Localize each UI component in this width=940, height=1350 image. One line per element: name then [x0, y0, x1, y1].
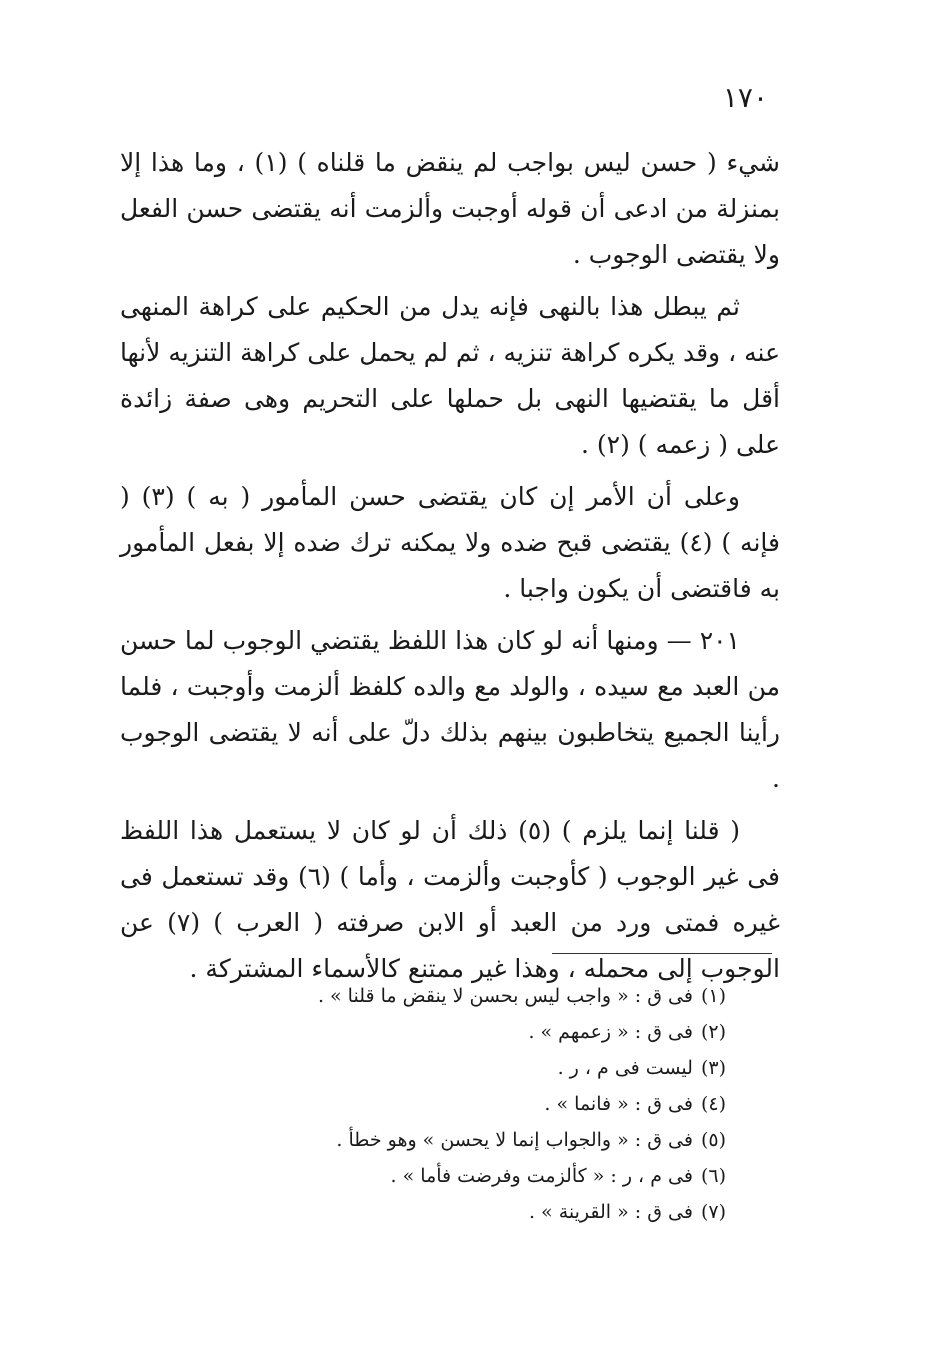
paragraph-2: ثم يبطل هذا بالنهى فإنه يدل من الحكيم على كراهة المنهى عنه ، وقد يكره كراهة تنزيه ، ثم لم يحمل على كراهة التنزيه لأنها أقل ما يقتضيها النهى بل حملها على التحريم وهى صفة زائدة على ( زعمه ) (٢) . [120, 292, 780, 459]
footnote-item [206, 1122, 726, 1158]
footnote-item [206, 978, 726, 1014]
paragraph-4: ٢٠١ — ومنها أنه لو كان هذا اللفظ يقتضي الوجوب لما حسن من العبد مع سيده ، والولد مع والده كلفظ ألزمت وأوجبت ، فلما رأينا الجميع يتخاطبون بينهم بذلك دلّ على أنه لا يقتضى الوجوب . [120, 626, 780, 793]
footnote-text: فى ق : « واجب ليس بحسن لا ينقض ما قلنا » . [317, 985, 693, 1007]
footnote-item [206, 1086, 726, 1122]
paragraph-1: شيء ( حسن ليس بواجب لم ينقض ما قلناه ) (١) ، وما هذا إلا بمنزلة من ادعى أن قوله أوجبت وألزمت أنه يقتضى حسن الفعل ولا يقتضى الوجوب . [120, 148, 780, 269]
footnote-item [206, 1194, 726, 1230]
main-text [120, 140, 780, 998]
footnote-number: (١) [700, 985, 726, 1007]
footnote-text: فى ق : « القرينة » . [528, 1201, 693, 1223]
footnote-number: (٦) [700, 1165, 726, 1187]
footnote-number: (٧) [700, 1201, 726, 1223]
footnote-number: (٢) [700, 1021, 726, 1043]
footnote-number: (٥) [700, 1129, 726, 1151]
footnote-number: (٣) [700, 1057, 726, 1079]
paragraph-5: ( قلنا إنما يلزم ) (٥) ذلك أن لو كان لا يستعمل هذا اللفظ فى غير الوجوب ( كأوجبت وألزمت ، وأما ) (٦) وقد تستعمل فى غيره فمتى ورد من العبد أو الابن صرفته ( العرب ) (٧) عن الوجوب إلى محمله ، وهذا غير ممتنع كالأسماء المشتركة . [120, 816, 780, 983]
footnote-text: فى م ، ر : « كألزمت وفرضت فأما » . [390, 1165, 693, 1187]
page-number: ١٧٠ [722, 81, 768, 114]
footnote-separator [552, 953, 772, 954]
footnotes-list [206, 978, 726, 1230]
footnote-text: فى ق : « زعمهم » . [528, 1021, 693, 1043]
paragraph-3: وعلى أن الأمر إن كان يقتضى حسن المأمور ( به ) (٣) ( فإنه ) (٤) يقتضى قبح ضده ولا يمكنه ترك ضده إلا بفعل المأمور به فاقتضى أن يكون واجبا . [120, 482, 780, 603]
footnote-text: فى ق : « والجواب إنما لا يحسن » وهو خطأ . [336, 1129, 693, 1151]
footnote-item [206, 1050, 726, 1086]
footnote-item [206, 1158, 726, 1194]
footnote-text: ليست فى م ، ر . [557, 1057, 693, 1079]
footnote-number: (٤) [700, 1093, 726, 1115]
footnote-text: فى ق : « فانما » . [544, 1093, 693, 1115]
footnote-item [206, 1014, 726, 1050]
